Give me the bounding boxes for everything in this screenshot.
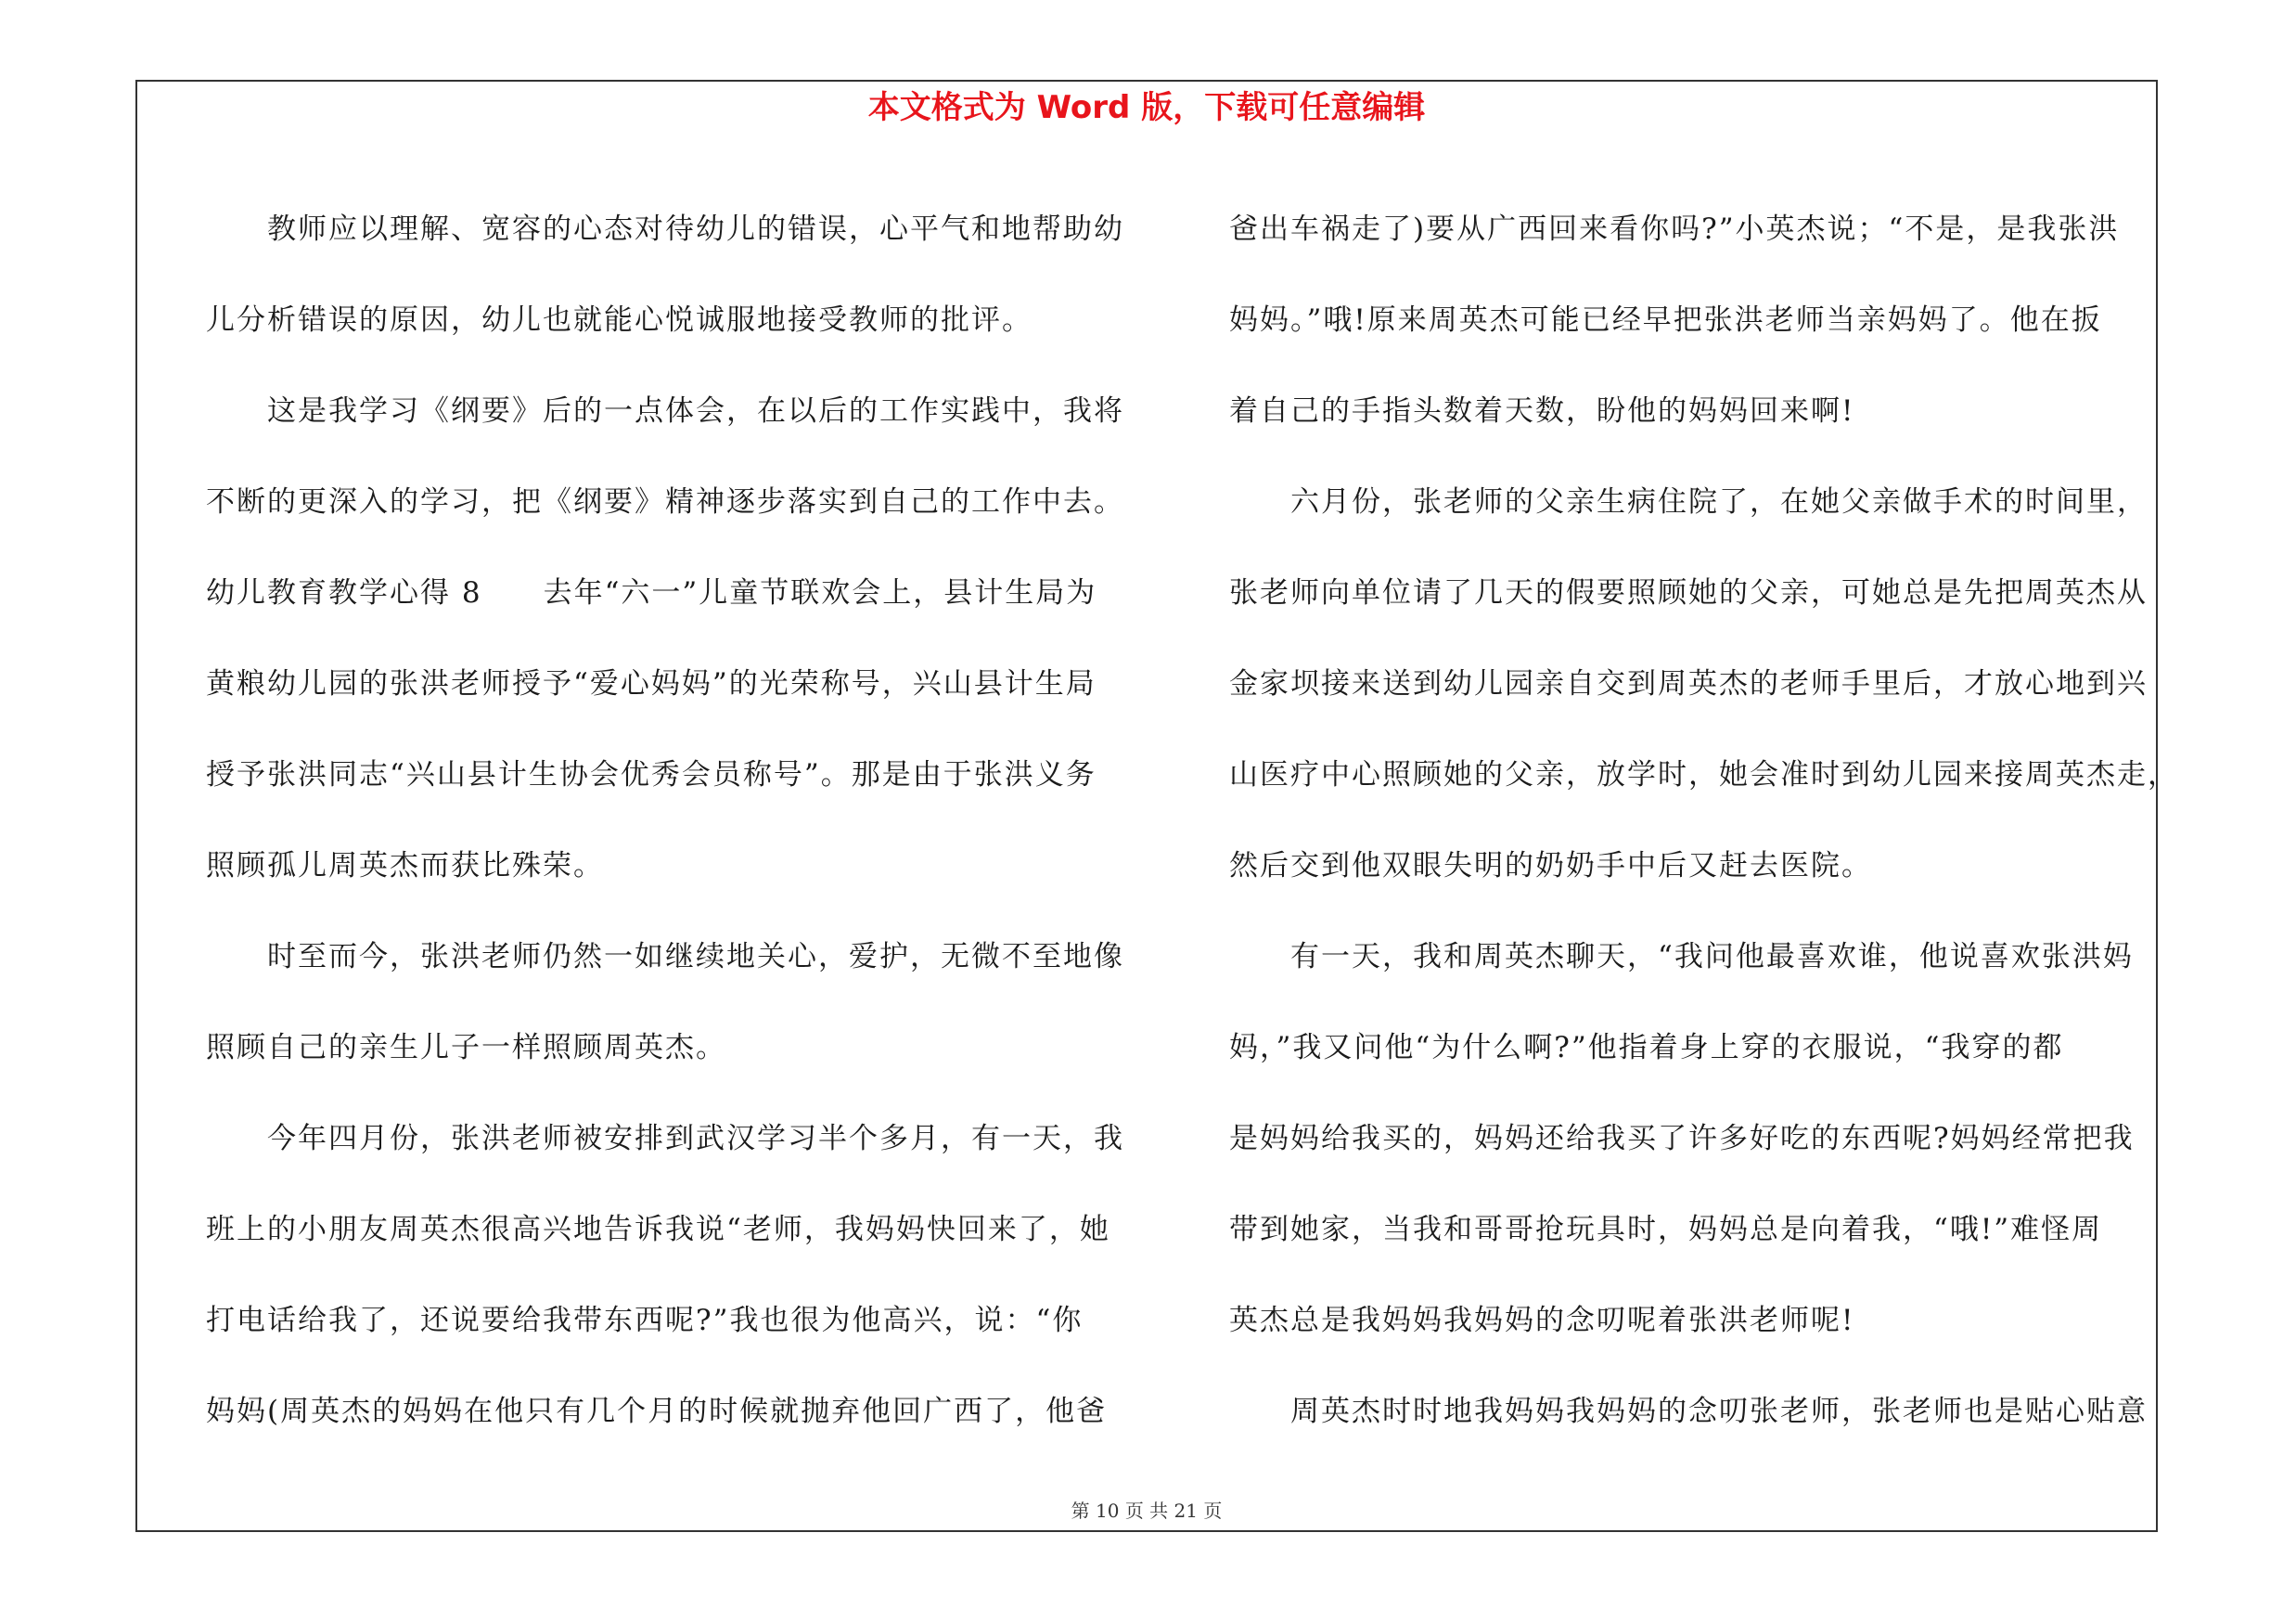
text-line: 妈妈(周英杰的妈妈在他只有几个月的时候就抛弃他回广西了，他爸 [206,1395,1108,1428]
text-line: 妈，”我又问他“为什么啊?”他指着身上穿的衣服说，“我穿的都 [1229,1031,2064,1064]
text-line: 带到她家，当我和哥哥抢玩具时，妈妈总是向着我，“哦!”难怪周 [1229,1213,2103,1246]
text-line: 班上的小朋友周英杰很高兴地告诉我说“老师，我妈妈快回来了，她 [206,1213,1110,1246]
text-line: 今年四月份，张洪老师被安排到武汉学习半个多月，有一天，我 [267,1122,1124,1155]
text-line: 黄粮幼儿园的张洪老师授予“爱心妈妈”的光荣称号，兴山县计生局 [206,667,1097,701]
text-line: 张老师向单位请了几天的假要照顾她的父亲，可她总是先把周英杰从 [1229,576,2148,610]
text-line: 六月份，张老师的父亲生病住院了，在她父亲做手术的时间里， [1290,485,2148,519]
left-column [206,184,1134,1457]
text-line: 打电话给我了，还说要给我带东西呢?”我也很为他高兴，说：“你 [206,1304,1084,1337]
text-line: 英杰总是我妈妈我妈妈的念叨呢着张洪老师呢! [1229,1304,1855,1337]
text-line: 周英杰时时地我妈妈我妈妈的念叨张老师，张老师也是贴心贴意 [1290,1395,2148,1428]
format-banner: 本文格式为 Word 版，下载可任意编辑 [867,89,1426,126]
text-line: 照顾孤儿周英杰而获比殊荣。 [206,849,604,882]
text-line: 照顾自己的亲生儿子一样照顾周英杰。 [206,1031,726,1064]
text-line: 妈妈。”哦!原来周英杰可能已经早把张洪老师当亲妈妈了。他在扳 [1229,303,2102,337]
text-line: 教师应以理解、宽容的心态对待幼儿的错误，心平气和地帮助幼 [267,213,1124,246]
text-line: 山医疗中心照顾她的父亲，放学时，她会准时到幼儿园来接周英杰走， [1229,758,2178,792]
page-number: 第 10 页 共 21 页 [1071,1500,1223,1522]
text-line: 然后交到他双眼失明的奶奶手中后又赶去医院。 [1229,849,1872,882]
text-line: 授予张洪同志“兴山县计生协会优秀会员称号”。那是由于张洪义务 [206,758,1097,792]
text-line: 爸出车祸走了)要从广西回来看你吗?”小英杰说；“不是，是我张洪 [1229,213,2120,246]
text-line: 有一天，我和周英杰聊天，“我问他最喜欢谁，他说喜欢张洪妈 [1290,940,2134,973]
right-column [1229,184,2178,1457]
text-line: 金家坝接来送到幼儿园亲自交到周英杰的老师手里后，才放心地到兴 [1229,667,2148,701]
text-line: 是妈妈给我买的，妈妈还给我买了许多好吃的东西呢?妈妈经常把我 [1229,1122,2135,1155]
text-line: 幼儿教育教学心得 8 去年“六一”儿童节联欢会上，县计生局为 [206,576,1097,610]
text-line: 着自己的手指头数着天数，盼他的妈妈回来啊! [1229,394,1855,428]
text-line: 这是我学习《纲要》后的一点体会，在以后的工作实践中，我将 [267,394,1124,428]
text-line: 儿分析错误的原因，幼儿也就能心悦诚服地接受教师的批评。 [206,303,1033,337]
text-line: 时至而今，张洪老师仍然一如继续地关心，爱护，无微不至地像 [267,940,1124,973]
text-line: 不断的更深入的学习，把《纲要》精神逐步落实到自己的工作中去。 [206,485,1124,519]
